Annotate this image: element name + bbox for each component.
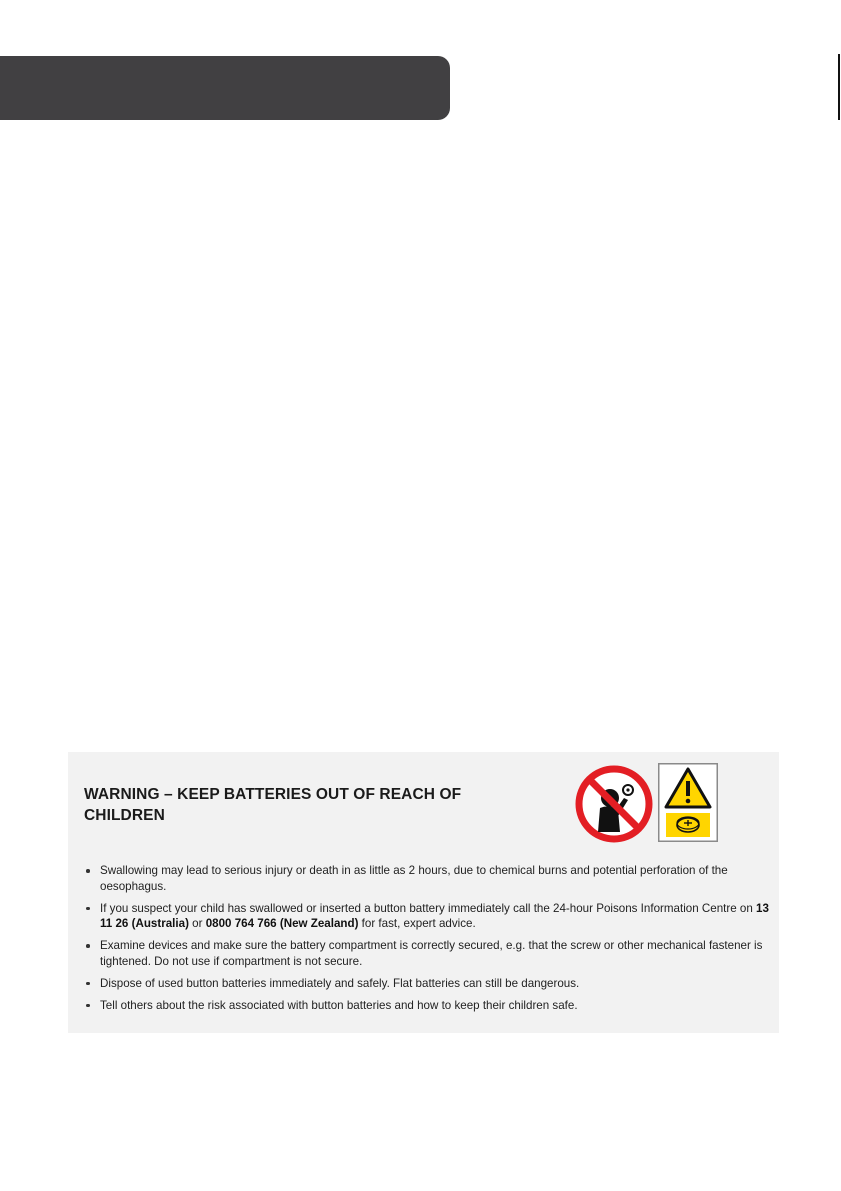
- no-small-children-prohibition-icon: [574, 764, 654, 844]
- button-battery-warning-icon: [658, 763, 718, 842]
- list-item: Dispose of used button batteries immediately and safely. Flat batteries can still be dangerous.: [98, 976, 778, 992]
- list-item: Examine devices and make sure the battery compartment is correctly secured, e.g. that the screw or other mechanical fastener is tightened. Do not use if compartment is not secure.: [98, 938, 778, 969]
- warning-title: WARNING – KEEP BATTERIES OUT OF REACH OF CHILDREN: [84, 786, 462, 824]
- advice-text: for fast, expert advice.: [358, 917, 476, 930]
- list-item: [98, 901, 778, 932]
- list-item: Swallowing may lead to serious injury or death in as little as 2 hours, due to chemical burns and potential perforation of the oesophagus.: [98, 863, 778, 894]
- page-edge-mark: [838, 54, 840, 120]
- battery-warning-box: [68, 752, 779, 1033]
- list-item: Tell others about the risk associated with button batteries and how to keep their children safe.: [98, 998, 778, 1014]
- warning-bullet-list: [82, 863, 778, 1020]
- section-header-bar: [0, 56, 450, 120]
- phone-number-new-zealand: 0800 764 766 (New Zealand): [205, 917, 359, 930]
- poisons-centre-text: If you suspect your child has swallowed or inserted a button battery immediately call the 24-hour Poisons Information Centre on: [100, 901, 757, 915]
- phone-number-australia: 13 11 26 (Australia): [100, 901, 769, 930]
- connector-text: or: [188, 917, 206, 930]
